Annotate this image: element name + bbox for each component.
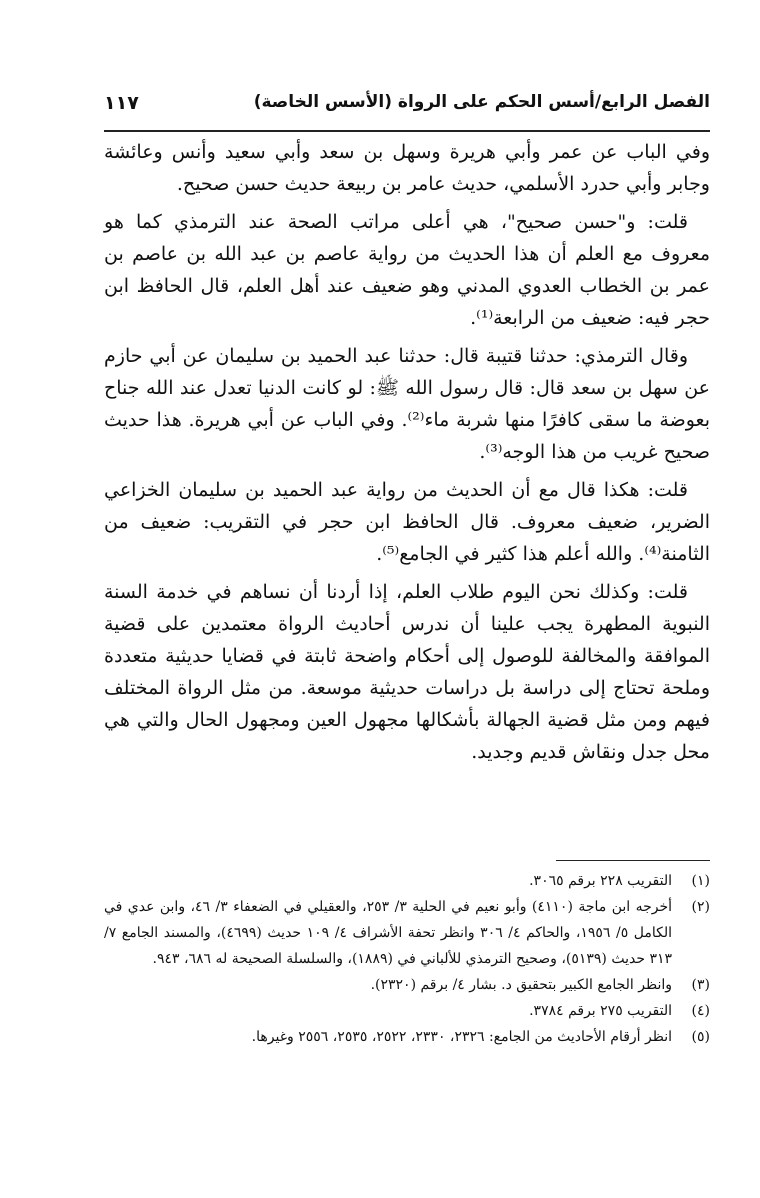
footnote xyxy=(104,868,710,894)
footnote-number: (٣) xyxy=(691,977,710,993)
paragraph: قلت: هكذا قال مع أن الحديث من رواية عبد الحميد بن سليمان الخزاعي الضرير، ضعيف معروف. قال الحافظ ابن حجر في التقريب: ضعيف من الثامنة⁽⁴⁾. والله أعلم هذا كثير في الجامع⁽⁵⁾. xyxy=(104,479,710,565)
paragraph: قلت: و"حسن صحيح"، هي أعلى مراتب الصحة عند الترمذي كما هو معروف مع العلم أن هذا الحديث من رواية عاصم بن عبد الله بن عاصم بن عمر بن الخطاب العدوي المدني وهو ضعيف عند أهل العلم، قال الحافظ ابن حجر فيه: ضعيف من الرابعة⁽¹⁾. xyxy=(104,211,710,329)
footnote-number: (١) xyxy=(691,873,710,889)
chapter-title: الفصل الرابع/أسس الحكم على الرواة (الأسس الخاصة) xyxy=(253,92,710,112)
footnote-text: انظر أرقام الأحاديث من الجامع: ٢٣٢٦، ٢٣٣٠، ٢٥٢٢، ٢٥٣٥، ٢٥٥٦ وغيرها. xyxy=(251,1029,672,1045)
paragraph: وقال الترمذي: حدثنا قتيبة قال: حدثنا عبد الحميد بن سليمان عن أبي حازم عن سهل بن سعد قال: قال رسول الله ﷺ: لو كانت الدنيا تعدل عند الله جناح بعوضة ما سقى كافرًا منها شربة ماء⁽²⁾. وفي الباب عن أبي هريرة. هذا حديث صحيح غريب من هذا الوجه⁽³⁾. xyxy=(104,345,710,463)
footnote-divider xyxy=(556,860,710,861)
footnote xyxy=(104,998,710,1024)
footnote-text: التقريب ٢٢٨ برقم ٣٠٦٥. xyxy=(529,873,672,889)
footnote-number: (٢) xyxy=(691,899,710,915)
running-header xyxy=(104,92,710,124)
footnote-text: وانظر الجامع الكبير بتحقيق د. بشار ٤/ برقم (٢٣٢٠). xyxy=(370,977,672,993)
main-text xyxy=(104,136,710,774)
footnote-text: أخرجه ابن ماجة (٤١١٠) وأبو نعيم في الحلية ٣/ ٢٥٣، والعقيلي في الضعفاء ٣/ ٤٦، وابن عدي في الكامل ٥/ ١٩٥٦، والحاكم ٤/ ٣٠٦ وانظر تحفة الأشراف ٤/ ١٠٩ حديث (٤٦٩٩)، والمسند الجامع ٧/ ٣١٣ حديث (٥١٣٩)، وصحيح الترمذي للألباني في (١٨٨٩)، والسلسلة الصحيحة له ٦٨٦، ٩٤٣. xyxy=(104,899,673,967)
page-number: ١١٧ xyxy=(104,92,139,114)
paragraph: قلت: وكذلك نحن اليوم طلاب العلم، إذا أردنا أن نساهم في خدمة السنة النبوية المطهرة يجب علينا أن ندرس أحاديث الرواة معتمدين على قضية الموافقة والمخالفة للوصول إلى أحكام واضحة ثابتة في قضايا حديثية متعددة وملحة تحتاج إلى دراسة بل دراسات حديثية موسعة. من مثل الرواة المختلف فيهم ومن مثل قضية الجهالة بأشكالها مجهول العين ومجهول الحال والتي هي محل جدل ونقاش قديم وجديد. xyxy=(104,581,710,763)
footnote xyxy=(104,894,710,972)
footnote-number: (٥) xyxy=(691,1029,710,1045)
footnote xyxy=(104,1024,710,1050)
footnote-text: التقريب ٢٧٥ برقم ٣٧٨٤. xyxy=(529,1003,672,1019)
footnote-number: (٤) xyxy=(691,1003,710,1019)
footnote xyxy=(104,972,710,998)
footnotes xyxy=(104,868,710,1050)
paragraph: وفي الباب عن عمر وأبي هريرة وسهل بن سعد وأبي سعيد وأنس وعائشة وجابر وأبي حدرد الأسلمي، حديث عامر بن ربيعة حديث حسن صحيح. xyxy=(104,141,710,195)
header-divider xyxy=(104,130,710,132)
